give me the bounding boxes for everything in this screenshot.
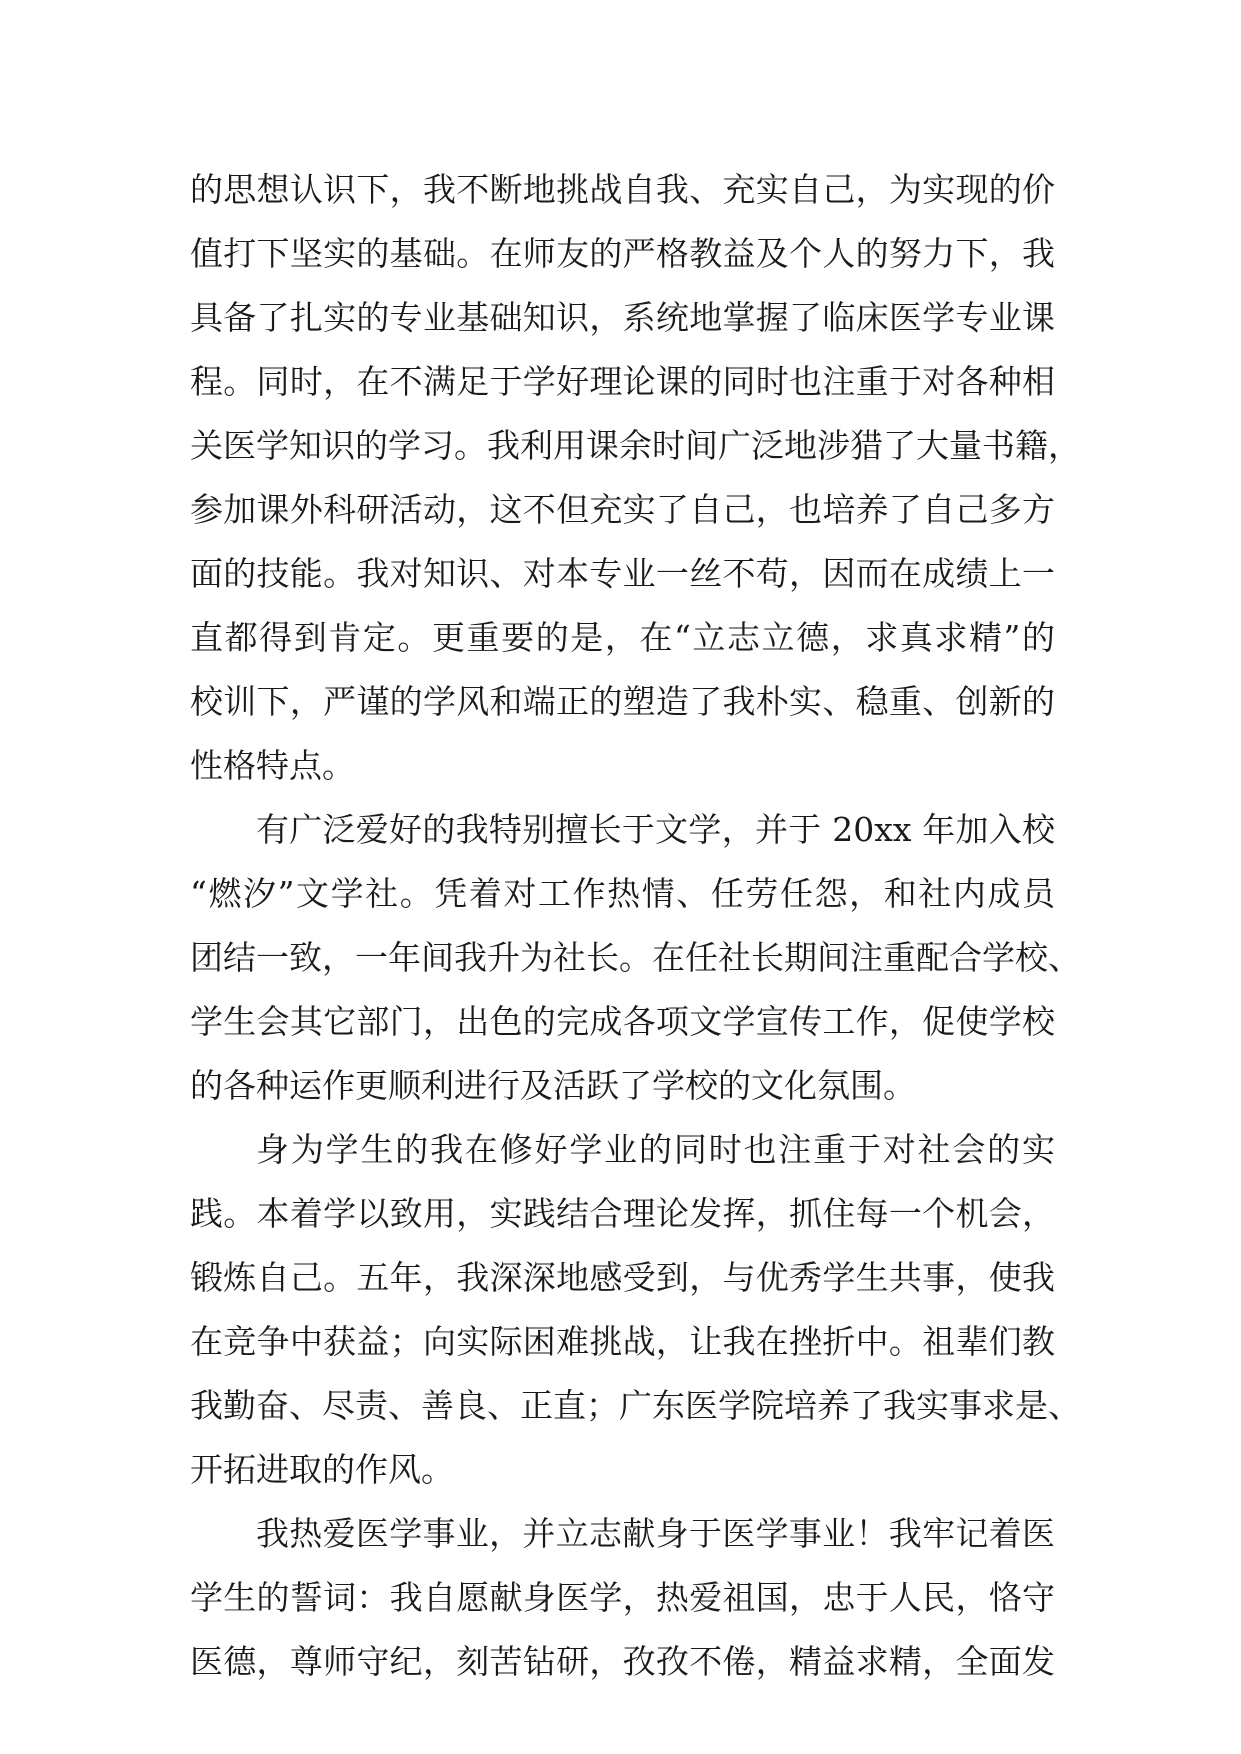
text-line: 团结一致，一年间我升为社长。在任社长期间注重配合学校、 [190, 938, 1081, 977]
text-line: 学生的誓词：我自愿献身医学，热爱祖国，忠于人民，恪守 [190, 1578, 1055, 1617]
paragraph-2 [190, 798, 1081, 1118]
text-line: 面的技能。我对知识、对本专业一丝不苟，因而在成绩上一 [190, 554, 1055, 593]
text-line: 校训下，严谨的学风和端正的塑造了我朴实、稳重、创新的 [190, 682, 1055, 721]
text-line: 性格特点。 [190, 746, 355, 785]
paragraph-1 [190, 158, 1081, 798]
text-line: 有广泛爱好的我特别擅长于文学，并于 20xx 年加入校 [256, 810, 1055, 849]
body-text [190, 158, 1081, 1694]
text-line: 值打下坚实的基础。在师友的严格教益及个人的努力下，我 [190, 234, 1055, 273]
text-line: 学生会其它部门，出色的完成各项文学宣传工作，促使学校 [190, 1002, 1055, 1041]
text-line: 直都得到肯定。更重要的是，在“立志立德，求真求精”的 [190, 618, 1055, 657]
text-line: 身为学生的我在修好学业的同时也注重于对社会的实 [256, 1130, 1055, 1169]
text-line: 的各种运作更顺利进行及活跃了学校的文化氛围。 [190, 1066, 916, 1105]
text-line: 程。同时，在不满足于学好理论课的同时也注重于对各种相 [190, 362, 1055, 401]
text-line: 我热爱医学事业，并立志献身于医学事业！我牢记着医 [256, 1514, 1055, 1553]
text-line: 具备了扎实的专业基础知识，系统地掌握了临床医学专业课 [190, 298, 1055, 337]
paragraph-4 [190, 1502, 1055, 1694]
text-line: 我勤奋、尽责、善良、正直；广东医学院培养了我实事求是、 [190, 1386, 1081, 1425]
text-line: “燃汐”文学社。凭着对工作热情、任劳任怨，和社内成员 [190, 874, 1055, 913]
paragraph-3 [190, 1118, 1081, 1502]
text-line: 锻炼自己。五年，我深深地感受到，与优秀学生共事，使我 [190, 1258, 1055, 1297]
text-line: 在竞争中获益；向实际困难挑战，让我在挫折中。祖辈们教 [190, 1322, 1055, 1361]
text-line: 参加课外科研活动，这不但充实了自己，也培养了自己多方 [190, 490, 1055, 529]
text-line: 践。本着学以致用，实践结合理论发挥，抓住每一个机会， [190, 1194, 1055, 1233]
text-line: 的思想认识下，我不断地挑战自我、充实自己，为实现的价 [190, 170, 1055, 209]
text-line: 医德，尊师守纪，刻苦钻研，孜孜不倦，精益求精，全面发 [190, 1642, 1055, 1681]
text-line: 开拓进取的作风。 [190, 1450, 454, 1489]
text-line: 关医学知识的学习。我利用课余时间广泛地涉猎了大量书籍， [190, 426, 1081, 465]
